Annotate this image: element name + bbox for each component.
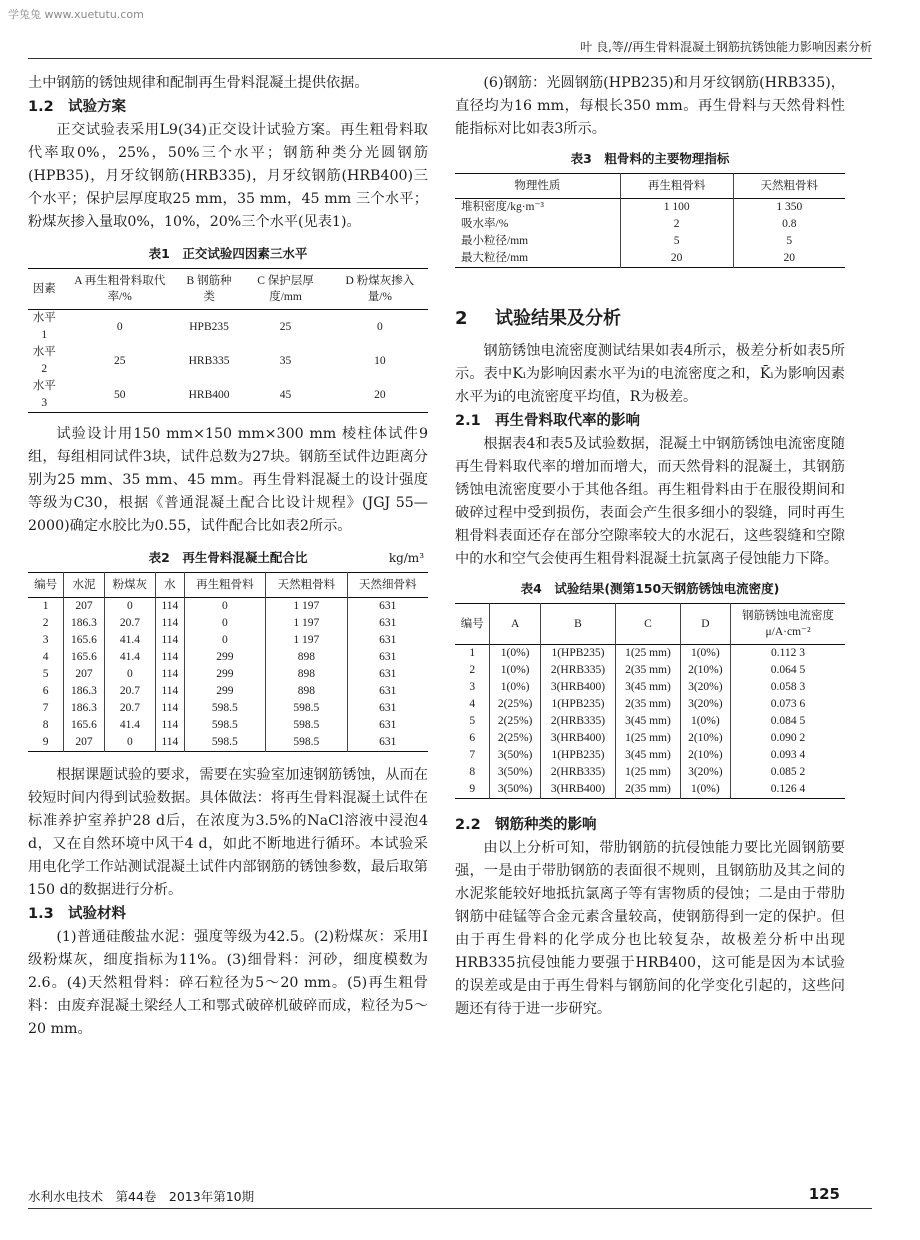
table-cell: 114 — [156, 717, 184, 734]
table-cell: 165.6 — [64, 649, 104, 666]
table-cell: 25 — [279, 320, 292, 333]
table-cell: 5 — [733, 233, 845, 250]
table-cell: 114 — [156, 632, 184, 649]
table4-row — [455, 645, 845, 663]
table-cell: 10 — [374, 354, 386, 367]
table1-row — [28, 344, 428, 378]
table-cell: 1(25 mm) — [616, 730, 681, 747]
table-cell: HRB400 — [188, 388, 230, 401]
table-cell: 0 — [104, 598, 156, 616]
table-cell: 2(25%) — [490, 730, 540, 747]
table-cell: 299 — [184, 666, 266, 683]
table-cell: 165.6 — [64, 632, 104, 649]
table-cell: 5 — [469, 715, 476, 727]
table-cell: 0 — [104, 666, 156, 683]
table-cell: 5 — [42, 668, 49, 680]
table-cell: 186.3 — [64, 700, 104, 717]
table-cell: 0.8 — [733, 216, 845, 233]
table-cell: 0.093 4 — [731, 747, 846, 764]
table3-row — [455, 216, 845, 233]
table-cell: 207 — [64, 734, 104, 752]
table4-row — [455, 764, 845, 781]
table-cell: 114 — [156, 683, 184, 700]
table1-header: A 再生粗骨料取代率/% — [74, 275, 166, 303]
table-cell: 631 — [347, 683, 428, 700]
table2 — [28, 572, 428, 752]
table4-header: D — [680, 604, 730, 645]
table-cell: 898 — [266, 666, 348, 683]
table-cell: 0 — [184, 615, 266, 632]
table-cell: 1(HPB235) — [540, 696, 615, 713]
section-number: 1.3 — [28, 906, 54, 922]
table-cell: 3(20%) — [680, 764, 730, 781]
table-cell: 2(35 mm) — [616, 781, 681, 799]
table4-row — [455, 696, 845, 713]
table-cell: 1(0%) — [490, 645, 540, 663]
table-cell: 7 — [42, 702, 49, 714]
table2-header: 天然粗骨料 — [266, 573, 348, 598]
table-cell: 598.5 — [266, 734, 348, 752]
steel-type-paragraph: 由以上分析可知，带肋钢筋的抗侵蚀能力要比光圆钢筋要强，一是由于带肋钢筋的表面很不规则，且钢筋肋及其之间的水泥浆能较好地抵抗氯离子等有害物质的侵蚀；二是由于带肋钢筋中硅锰等合金元素含量较高，使钢筋得到一定的保护。但由于再生骨料的化学成分也比较复杂，故极差分析中出现HRB335抗侵蚀能力要强于HRB400，这可能是因为本试验的误差或是由于再生骨料与钢筋间的化学变化引起的，这些问题还有待于进一步研究。 — [455, 840, 845, 1017]
table3-row — [455, 233, 845, 250]
table-cell: 114 — [156, 700, 184, 717]
table3 — [455, 173, 845, 268]
section-number: 1.2 — [28, 99, 54, 115]
table2-header: 水 — [156, 573, 184, 598]
table-cell: 9 — [42, 736, 49, 748]
table1-header: 因素 — [32, 283, 56, 295]
table-cell: 8 — [469, 766, 476, 778]
table-cell: 3(45 mm) — [616, 747, 681, 764]
table-cell: 1(25 mm) — [616, 645, 681, 663]
section-2-1-heading — [455, 409, 845, 433]
table2-row — [28, 632, 428, 649]
table-cell: 25 — [113, 354, 126, 367]
table-cell: 3 — [42, 634, 49, 646]
table-cell: 20 — [733, 250, 845, 268]
table-cell: 3(50%) — [490, 781, 540, 799]
table1-header: D 粉煤灰掺入量/% — [345, 275, 415, 303]
table3-row — [455, 250, 845, 268]
table-cell: 598.5 — [184, 734, 266, 752]
table-cell: 1 197 — [266, 598, 348, 616]
table2-row — [28, 649, 428, 666]
table-cell: 水平2 — [32, 346, 56, 375]
table-cell: 20.7 — [104, 683, 156, 700]
table-cell: 50 — [113, 388, 126, 401]
table-cell: 598.5 — [184, 717, 266, 734]
table-cell: 1 100 — [620, 199, 733, 217]
table2-row — [28, 666, 428, 683]
table-cell: 114 — [156, 649, 184, 666]
table-cell: 0.064 5 — [731, 662, 846, 679]
footer-rule — [28, 1208, 872, 1209]
table-cell: 1(0%) — [490, 662, 540, 679]
table-cell: 1 350 — [733, 199, 845, 217]
table-cell: 1 197 — [266, 615, 348, 632]
table-cell: 6 — [42, 685, 49, 697]
table-cell: 7 — [469, 749, 476, 761]
table4-row — [455, 679, 845, 696]
table-cell: 0.126 4 — [731, 781, 846, 799]
table-cell: 1(0%) — [680, 645, 730, 663]
table-cell: 631 — [347, 666, 428, 683]
section-title: 钢筋种类的影响 — [495, 817, 597, 833]
table-cell: 631 — [347, 615, 428, 632]
table-cell: HPB235 — [189, 320, 229, 333]
table2-unit: kg/m³ — [388, 551, 424, 565]
table-cell: 最小粒径/mm — [461, 235, 529, 247]
table-cell: 0 — [377, 320, 383, 333]
table-cell: 0.090 2 — [731, 730, 846, 747]
table4-caption: 表4 试验结果(测第150天钢筋锈蚀电流密度) — [520, 581, 780, 596]
table-cell: 4 — [42, 651, 49, 663]
steel-paragraph: (6)钢筋：光圆钢筋(HPB235)和月牙纹钢筋(HRB335)，直径均为16 mm，每根长350 mm。再生骨料与天然骨料性能指标对比如表3所示。 — [455, 75, 845, 137]
table2-header: 天然细骨料 — [347, 573, 428, 598]
section-title: 试验方案 — [68, 99, 126, 115]
table-cell: 2(35 mm) — [616, 696, 681, 713]
table-cell: 114 — [156, 666, 184, 683]
design-paragraph: 试验设计用150 mm×150 mm×300 mm 棱柱体试件9组，每组相同试件3块，试件总数为27块。钢筋至试件边距离分别为25 mm、35 mm、45 mm。再生骨料混凝土的设计强度等级为C30，根据《普通混凝土配合比设计规程》(JGJ 55—2000)确定水胶比为0.55，试件配合比如表2所示。 — [28, 426, 428, 534]
table-cell: 0 — [184, 598, 266, 616]
section-2-2-heading — [455, 813, 845, 837]
table3-header: 物理性质 — [514, 180, 561, 192]
table-cell: 2 — [42, 617, 49, 629]
table-cell: 20 — [374, 388, 386, 401]
table-cell: 598.5 — [266, 700, 348, 717]
table-cell: 299 — [184, 649, 266, 666]
section-1-2-heading — [28, 95, 428, 119]
table-cell: 0 — [184, 632, 266, 649]
table-cell: 1(0%) — [490, 679, 540, 696]
table-cell: 2(10%) — [680, 662, 730, 679]
table-cell: 1(HPB235) — [540, 747, 615, 764]
table-cell: 1 — [469, 647, 476, 659]
table-cell: 41.4 — [104, 649, 156, 666]
table3-row — [455, 199, 845, 217]
table-cell: 1 197 — [266, 632, 348, 649]
table2-row — [28, 717, 428, 734]
table-cell: 1(HPB235) — [540, 645, 615, 663]
materials-paragraph: (1)普通硅酸盐水泥：强度等级为42.5。(2)粉煤灰：采用Ⅰ级粉煤灰，细度指标为11%。(3)细骨料：河砂，细度模数为2.6。(4)天然粗骨料：碎石粒径为5～20 mm。(5)再生粗骨料：由废弃混凝土梁经人工和鄂式破碎机破碎而成，粒径为5～20 mm。 — [28, 929, 428, 1037]
table4-header: C — [616, 604, 681, 645]
watermark: 学兔兔 www.xuetutu.com — [8, 8, 144, 21]
table1-row — [28, 378, 428, 413]
table4-row — [455, 713, 845, 730]
table-cell: 3(HRB400) — [540, 781, 615, 799]
table2-header: 粉煤灰 — [104, 573, 156, 598]
table-cell: 20.7 — [104, 700, 156, 717]
table3-header: 天然粗骨料 — [733, 174, 845, 199]
table-cell: 1(25 mm) — [616, 764, 681, 781]
table-cell: 3(HRB400) — [540, 730, 615, 747]
section-1-3-heading — [28, 902, 428, 926]
table4-header: B — [540, 604, 615, 645]
table-cell: 3 — [469, 681, 476, 693]
journal-footer: 水利水电技术 第44卷 2013年第10期 — [28, 1189, 255, 1204]
table-cell: 631 — [347, 700, 428, 717]
table-cell: 1 — [42, 600, 49, 612]
table-cell: 41.4 — [104, 632, 156, 649]
section-title: 试验结果及分析 — [495, 308, 621, 329]
left-column — [28, 72, 428, 1041]
table1-header: C 保护层厚度/mm — [257, 275, 314, 303]
table-cell: 1(0%) — [680, 781, 730, 799]
header-rule — [28, 58, 872, 59]
page-number: 125 — [808, 1185, 840, 1203]
table-cell: 165.6 — [64, 717, 104, 734]
table-cell: 0.085 2 — [731, 764, 846, 781]
table-cell: 3(20%) — [680, 679, 730, 696]
table-cell: 631 — [347, 717, 428, 734]
table-cell: 4 — [469, 698, 476, 710]
table2-header: 水泥 — [64, 573, 104, 598]
table-cell: 0 — [104, 734, 156, 752]
section-title: 试验材料 — [68, 906, 126, 922]
table-cell: 2(35 mm) — [616, 662, 681, 679]
intro-paragraph: 土中钢筋的锈蚀规律和配制再生骨料混凝土提供依据。 — [28, 75, 369, 91]
method-paragraph: 根据课题试验的要求，需要在实验室加速钢筋锈蚀，从而在较短时间内得到试验数据。具体做法：将再生骨料混凝土试件在标准养护室养护28 d后，在浓度为3.5%的NaCl溶液中浸泡4 d，又在自然环境中风干4 d，如此不断地进行循环。本试验采用电化学工作站测试混凝土试件内部钢筋的锈蚀参数，最后取第150 d的数据进行分析。 — [28, 767, 428, 898]
table4 — [455, 603, 845, 799]
table-cell: 0 — [116, 320, 123, 333]
table1 — [28, 268, 428, 413]
table2-row — [28, 700, 428, 717]
table1-header: B 钢筋种类 — [186, 275, 232, 303]
table-cell: 207 — [64, 666, 104, 683]
table-cell: 3(HRB400) — [540, 679, 615, 696]
table-cell: 2(HRB335) — [540, 764, 615, 781]
table-cell: 1(0%) — [680, 713, 730, 730]
table-cell: 898 — [266, 649, 348, 666]
table-cell: 114 — [156, 598, 184, 616]
running-header: 叶 良,等//再生骨料混凝土钢筋抗锈蚀能力影响因素分析 — [580, 40, 872, 54]
table-cell: 186.3 — [64, 683, 104, 700]
table-cell: 2(10%) — [680, 730, 730, 747]
table-cell: 41.4 — [104, 717, 156, 734]
table-cell: 598.5 — [184, 700, 266, 717]
table-cell: 2(HRB335) — [540, 713, 615, 730]
table-cell: 898 — [266, 683, 348, 700]
table-cell: 最大粒径/mm — [461, 252, 529, 264]
table-cell: 0.084 5 — [731, 713, 846, 730]
section-title: 再生骨料取代率的影响 — [495, 413, 640, 429]
table-cell: 9 — [469, 783, 476, 795]
section-number: 2.2 — [455, 817, 481, 833]
table-cell: 0.058 3 — [731, 679, 846, 696]
table-cell: 114 — [156, 615, 184, 632]
table2-caption-line — [28, 548, 428, 568]
table-cell: 631 — [347, 649, 428, 666]
table-cell: 堆积密度/kg·m⁻³ — [461, 201, 544, 213]
table-cell: 3(50%) — [490, 747, 540, 764]
table2-row — [28, 734, 428, 752]
table-cell: 5 — [620, 233, 733, 250]
table-cell: 186.3 — [64, 615, 104, 632]
table4-header: 编号 — [460, 618, 484, 630]
table-cell: 8 — [42, 719, 49, 731]
section-2-heading — [455, 304, 845, 334]
table3-header: 再生粗骨料 — [620, 174, 733, 199]
table-cell: 598.5 — [266, 717, 348, 734]
table2-header: 编号 — [34, 579, 58, 591]
results-paragraph: 钢筋锈蚀电流密度测试结果如表4所示，极差分析如表5所示。表中Kᵢ为影响因素水平为i的电流密度之和，K̄ᵢ为影响因素水平为i的电流密度平均值，R为极差。 — [455, 343, 845, 405]
table4-row — [455, 781, 845, 799]
replacement-paragraph: 根据表4和表5及试验数据，混凝土中钢筋锈蚀电流密度随再生骨料取代率的增加而增大，而天然骨料的混凝土，其钢筋锈蚀电流密度要小于其他各组。再生粗骨料由于在服役期间和破碎过程中受到损伤，表面会产生很多细小的裂缝，同时再生粗骨料表面还存在部分空隙率较大的水泥石，这些裂缝和空隙中的水和空气会使再生粗骨料混凝土抗氯离子侵蚀能力下降。 — [455, 436, 845, 567]
table1-row — [28, 310, 428, 345]
table-cell: 吸水率/% — [461, 218, 509, 230]
table-cell: 2 — [469, 664, 476, 676]
table-cell: 2(25%) — [490, 713, 540, 730]
table4-header: A — [490, 604, 540, 645]
table-cell: 35 — [279, 354, 292, 367]
table-cell: 3(45 mm) — [616, 713, 681, 730]
table-cell: 20.7 — [104, 615, 156, 632]
table-cell: 631 — [347, 632, 428, 649]
table2-caption: 表2 再生骨料混凝土配合比 — [148, 550, 308, 565]
table-cell: 3(45 mm) — [616, 679, 681, 696]
section-number: 2.1 — [455, 413, 481, 429]
table2-row — [28, 615, 428, 632]
table-cell: HRB335 — [188, 354, 230, 367]
table-cell: 20 — [620, 250, 733, 268]
table-cell: 207 — [64, 598, 104, 616]
table3-caption: 表3 粗骨料的主要物理指标 — [570, 151, 730, 166]
table-cell: 45 — [279, 388, 292, 401]
right-column — [455, 72, 845, 1021]
table-cell: 2(10%) — [680, 747, 730, 764]
table-cell: 6 — [469, 732, 476, 744]
section-number: 2 — [455, 308, 468, 329]
table2-row — [28, 598, 428, 616]
scheme-paragraph: 正交试验表采用L9(34)正交设计试验方案。再生粗骨料取代率取0%，25%，50%三个水平；钢筋种类分光圆钢筋(HPB35)，月牙纹钢筋(HRB335)，月牙纹钢筋(HRB400)三个水平；保护层厚度取25 mm，35 mm，45 mm 三个水平；粉煤灰掺入量取0%，10%，20%三个水平(见表1)。 — [28, 122, 428, 230]
table-cell: 631 — [347, 598, 428, 616]
table-cell: 3(50%) — [490, 764, 540, 781]
table-cell: 2 — [620, 216, 733, 233]
table4-row — [455, 747, 845, 764]
table-cell: 水平1 — [32, 312, 56, 341]
table-cell: 0.073 6 — [731, 696, 846, 713]
table-cell: 2(HRB335) — [540, 662, 615, 679]
table4-row — [455, 662, 845, 679]
table-cell: 114 — [156, 734, 184, 752]
table-cell: 水平3 — [32, 380, 56, 409]
table2-header: 再生粗骨料 — [184, 573, 266, 598]
table1-caption: 表1 正交试验四因素三水平 — [148, 246, 308, 261]
table4-row — [455, 730, 845, 747]
table-cell: 0.112 3 — [731, 645, 846, 663]
table-cell: 631 — [347, 734, 428, 752]
table-cell: 3(20%) — [680, 696, 730, 713]
table2-row — [28, 683, 428, 700]
table-cell: 2(25%) — [490, 696, 540, 713]
table-cell: 299 — [184, 683, 266, 700]
table4-header: 钢筋锈蚀电流密度 μ/A·cm⁻² — [731, 604, 846, 645]
